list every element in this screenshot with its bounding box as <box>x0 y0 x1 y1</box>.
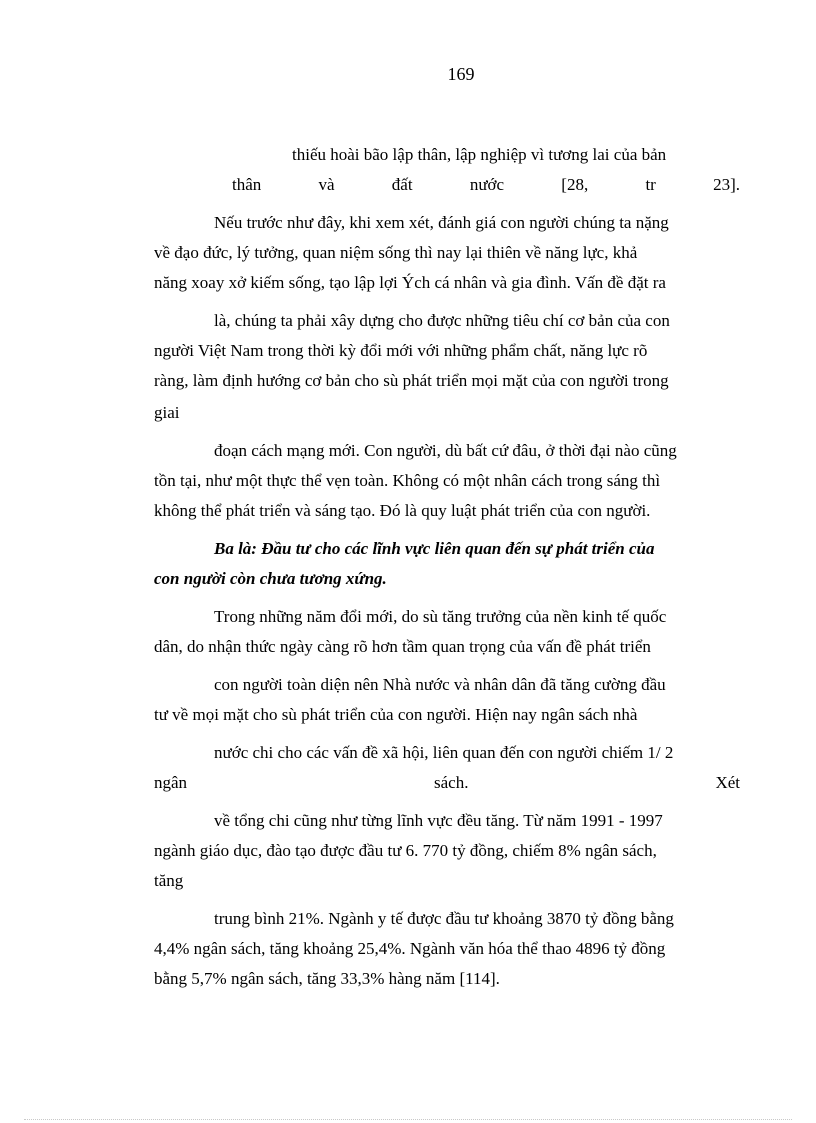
page-number: 169 <box>447 64 475 84</box>
text-line: nước chi cho các vấn đề xã hội, liên quan đến con người chiếm 1/ 2 <box>214 743 674 762</box>
word: Xét <box>715 773 740 792</box>
text-line <box>232 174 740 196</box>
text-line <box>154 772 740 794</box>
text-line: con người toàn diện nên Nhà nước và nhân dân đã tăng cường đầu <box>214 675 666 694</box>
text-line: về đạo đức, lý tưởng, quan niệm sống thì nay lại thiên về năng lực, khả <box>154 243 638 262</box>
word: sách. <box>434 773 469 792</box>
text-line: năng xoay xở kiếm sống, tạo lập lợi Ých cá nhân và gia đình. Vấn đề đặt ra <box>154 273 666 292</box>
section-heading: con người còn chưa tương xứng. <box>154 569 387 588</box>
text-line: Trong những năm đổi mới, do sù tăng trưởng của nền kinh tế quốc <box>214 607 667 626</box>
text-line: người Việt Nam trong thời kỳ đổi mới với những phẩm chất, năng lực rõ <box>154 341 648 360</box>
text-line: là, chúng ta phải xây dựng cho được những tiêu chí cơ bản của con <box>214 311 670 330</box>
text-line: Nếu trước như đây, khi xem xét, đánh giá con người chúng ta nặng <box>214 213 669 232</box>
text-line: ngành giáo dục, đào tạo được đầu tư 6. 770 tỷ đồng, chiếm 8% ngân sách, <box>154 841 657 860</box>
word: và <box>318 175 335 194</box>
text-line: ràng, làm định hướng cơ bản cho sù phát triển mọi mặt của con người trong <box>154 371 669 390</box>
section-heading: Ba là: Đầu tư cho các lĩnh vực liên quan đến sự phát triển của <box>214 539 655 558</box>
text-line: tăng <box>154 871 184 890</box>
text-line: bằng 5,7% ngân sách, tăng 33,3% hàng năm [114]. <box>154 969 500 988</box>
word: tr <box>645 175 656 194</box>
text-line: 4,4% ngân sách, tăng khoảng 25,4%. Ngành văn hóa thể thao 4896 tỷ đồng <box>154 939 666 958</box>
text-line: đoạn cách mạng mới. Con người, dù bất cứ đâu, ở thời đại nào cũng <box>214 441 677 460</box>
word: thân <box>232 175 262 194</box>
text-line: tồn tại, như một thực thể vẹn toàn. Không có một nhân cách trong sáng thì <box>154 471 661 490</box>
word: 23]. <box>713 175 740 194</box>
word: ngân <box>154 773 188 792</box>
word: đất <box>391 175 413 194</box>
text-line: tư về mọi mặt cho sù phát triển của con người. Hiện nay ngân sách nhà <box>154 705 638 724</box>
text-line: dân, do nhận thức ngày càng rõ hơn tầm quan trọng của vấn đề phát triển <box>154 637 651 656</box>
text-line: trung bình 21%. Ngành y tế được đầu tư khoảng 3870 tỷ đồng bằng <box>214 909 674 928</box>
word: nước <box>469 175 505 194</box>
word: [28, <box>561 175 589 194</box>
text-line: không thể phát triển và sáng tạo. Đó là quy luật phát triển của con người. <box>154 501 651 520</box>
bottom-divider <box>24 1119 792 1120</box>
text-line: thiếu hoài bão lập thân, lập nghiệp vì tương lai của bản <box>292 145 667 164</box>
text-line: giai <box>154 403 180 422</box>
text-line: về tổng chi cũng như từng lĩnh vực đều tăng. Từ năm 1991 - 1997 <box>214 811 663 830</box>
